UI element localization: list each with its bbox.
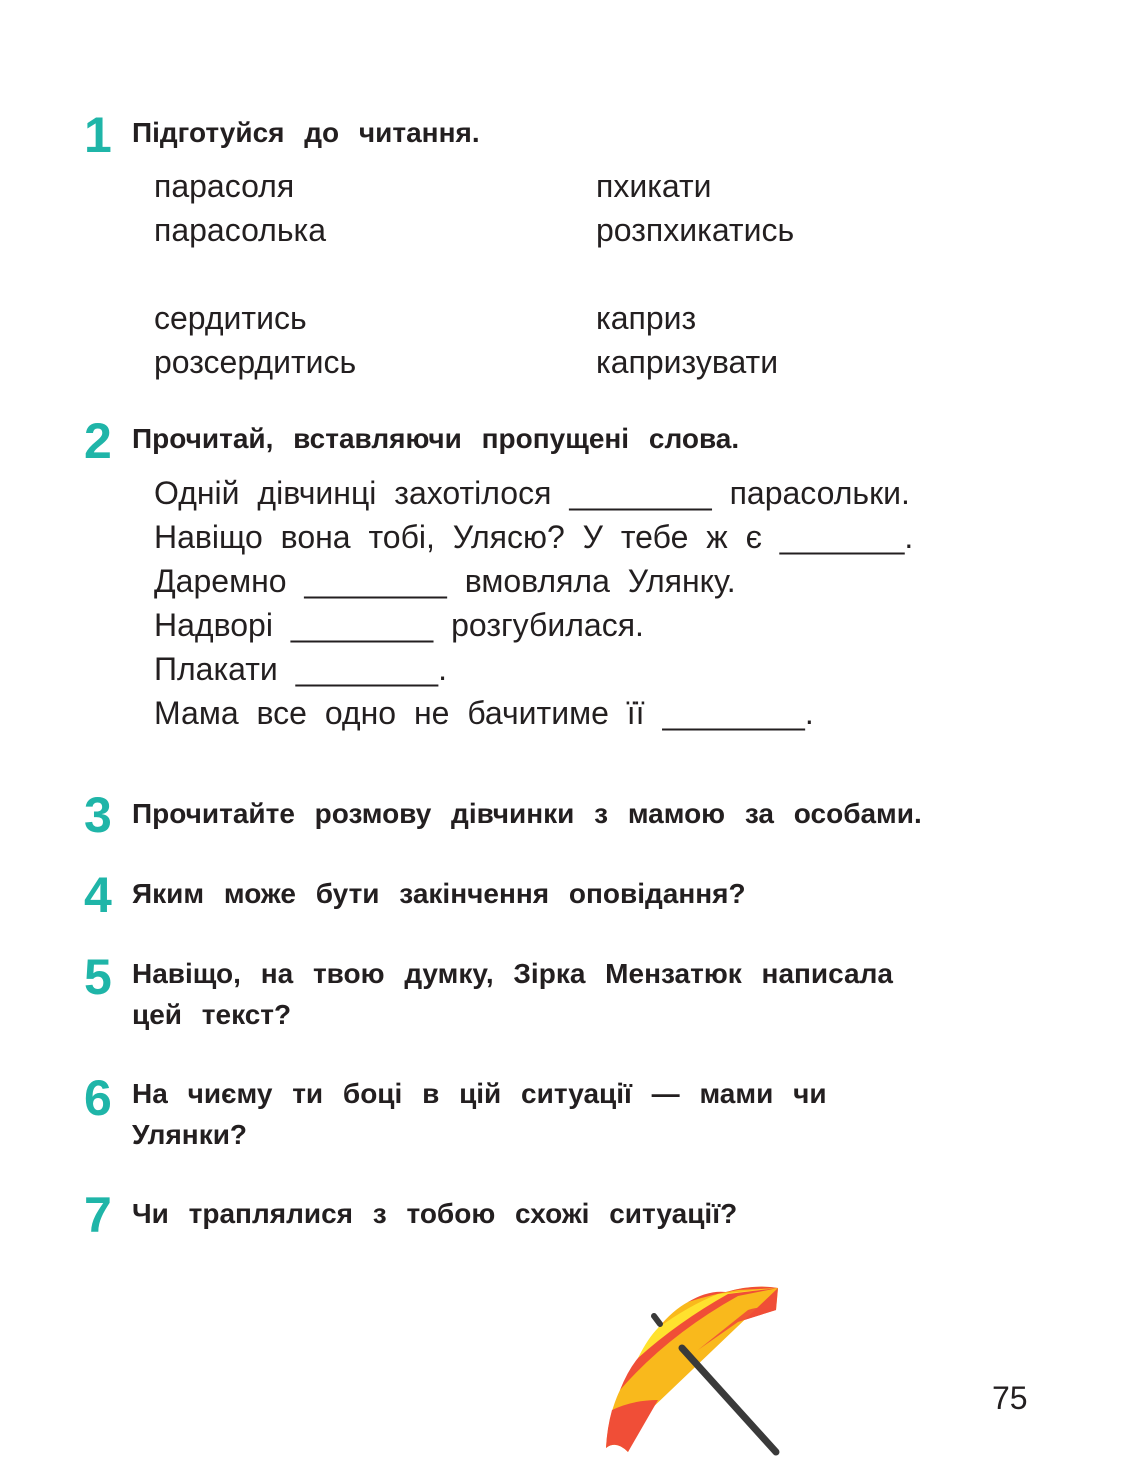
task-number-1: 1 bbox=[84, 107, 112, 163]
word-rozserdytys: розсердитись bbox=[154, 344, 357, 380]
task-number-3: 3 bbox=[84, 787, 112, 843]
text-line: Навіщо вона тобі, Улясю? У тебе ж є _______. bbox=[154, 519, 914, 555]
page-number: 75 bbox=[992, 1380, 1028, 1416]
task-4-text: Яким може бути закінчення оповідання? bbox=[132, 878, 746, 909]
task-number-7: 7 bbox=[84, 1187, 112, 1243]
umbrella-icon bbox=[598, 1280, 798, 1465]
task-1-instruction: Підготуйся до читання. bbox=[132, 117, 480, 148]
task-6-line: На чиєму ти боці в цій ситуації — мами чи bbox=[132, 1078, 827, 1109]
text-line: Мама все одно не бачитиме її ________. bbox=[154, 695, 814, 731]
text-line: Надворі ________ розгубилася. bbox=[154, 607, 644, 643]
task-7-text: Чи траплялися з тобою схожі ситуації? bbox=[132, 1198, 738, 1229]
task-number-4: 4 bbox=[84, 867, 112, 923]
task-number-2: 2 bbox=[84, 413, 112, 469]
word-parasolia: парасоля bbox=[154, 168, 295, 204]
word-kapryz: каприз bbox=[596, 300, 697, 336]
umbrella-tip bbox=[654, 1316, 660, 1324]
word-parasolka: парасолька bbox=[154, 212, 327, 248]
word-rozpkhykatys: розпхикатись bbox=[596, 212, 795, 248]
task-3-text: Прочитайте розмову дівчинки з мамою за особами. bbox=[132, 798, 922, 829]
task-6-text bbox=[132, 1073, 1032, 1155]
text-line: Плакати ________. bbox=[154, 651, 447, 687]
task-5-line: цей текст? bbox=[132, 999, 292, 1030]
text-line: Одній дівчинці захотілося ________ парасольки. bbox=[154, 475, 910, 511]
text-line: Даремно ________ вмовляла Улянку. bbox=[154, 563, 736, 599]
word-kapryzuvaty: капризувати bbox=[596, 344, 779, 380]
word-serdytys: сердитись bbox=[154, 300, 307, 336]
word-pkhykaty: пхикати bbox=[596, 168, 712, 204]
task-5-line: Навіщо, на твою думку, Зірка Мензатюк написала bbox=[132, 958, 893, 989]
task-number-5: 5 bbox=[84, 949, 112, 1005]
umbrella-shaft bbox=[682, 1348, 776, 1452]
task-5-text bbox=[132, 953, 1032, 1035]
task-number-6: 6 bbox=[84, 1070, 112, 1126]
task-6-line: Улянки? bbox=[132, 1119, 248, 1150]
task-2-instruction: Прочитай, вставляючи пропущені слова. bbox=[132, 423, 740, 454]
fill-in-text bbox=[154, 471, 1034, 735]
